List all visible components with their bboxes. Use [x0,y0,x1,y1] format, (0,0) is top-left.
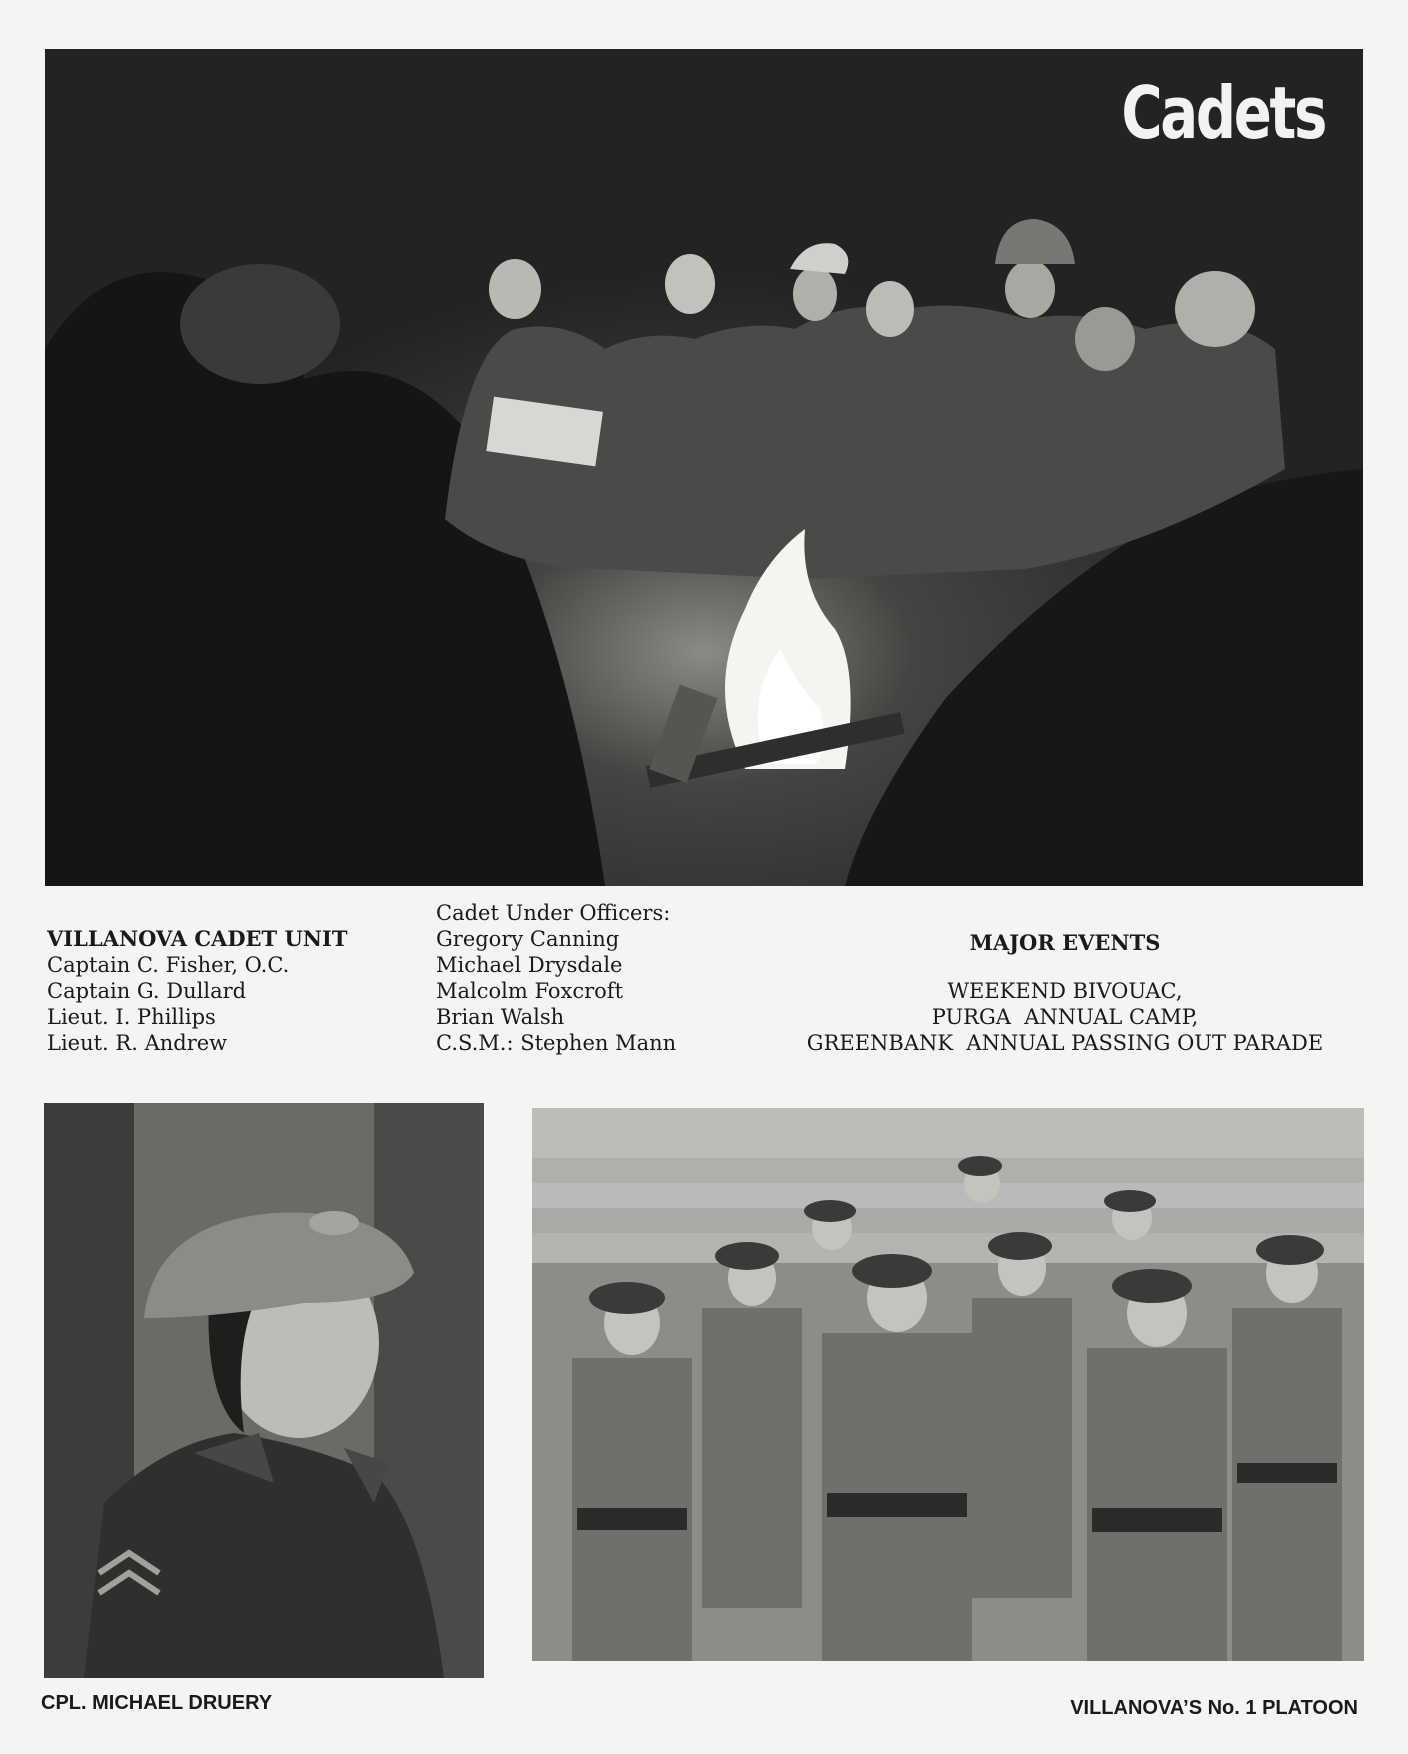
event-line: WEEKEND BIVOUAC, [947,979,1183,1003]
unit-member: Captain G. Dullard [47,979,247,1003]
platoon-marching-photo [532,1108,1364,1661]
campfire-photo [45,49,1363,886]
platoon-caption: VILLANOVA’S No. 1 PLATOON [1070,1697,1358,1719]
events-heading: MAJOR EVENTS [969,930,1161,955]
unit-member: Lieut. R. Andrew [47,1031,228,1055]
unit-member: Lieut. I. Phillips [47,1005,216,1029]
officer-name: Malcolm Foxcroft [436,979,624,1003]
officers-heading: Cadet Under Officers: [436,901,671,925]
officer-name: C.S.M.: Stephen Mann [436,1031,677,1055]
under-officers-list [436,900,676,1056]
cadet-unit-list [47,926,347,1056]
major-events [760,930,1370,1056]
corporal-caption: CPL. MICHAEL DRUERY [41,1692,273,1714]
event-line: PURGA ANNUAL CAMP, [931,1005,1199,1029]
event-line: GREENBANK ANNUAL PASSING OUT PARADE [806,1031,1324,1055]
officer-name: Gregory Canning [436,927,620,951]
officer-name: Michael Drysdale [436,953,623,977]
officer-name: Brian Walsh [436,1005,565,1029]
unit-member: Captain C. Fisher, O.C. [47,953,290,977]
corporal-portrait-photo [44,1103,484,1678]
page-title: Cadets [1121,71,1325,155]
unit-heading: VILLANOVA CADET UNIT [47,926,348,951]
